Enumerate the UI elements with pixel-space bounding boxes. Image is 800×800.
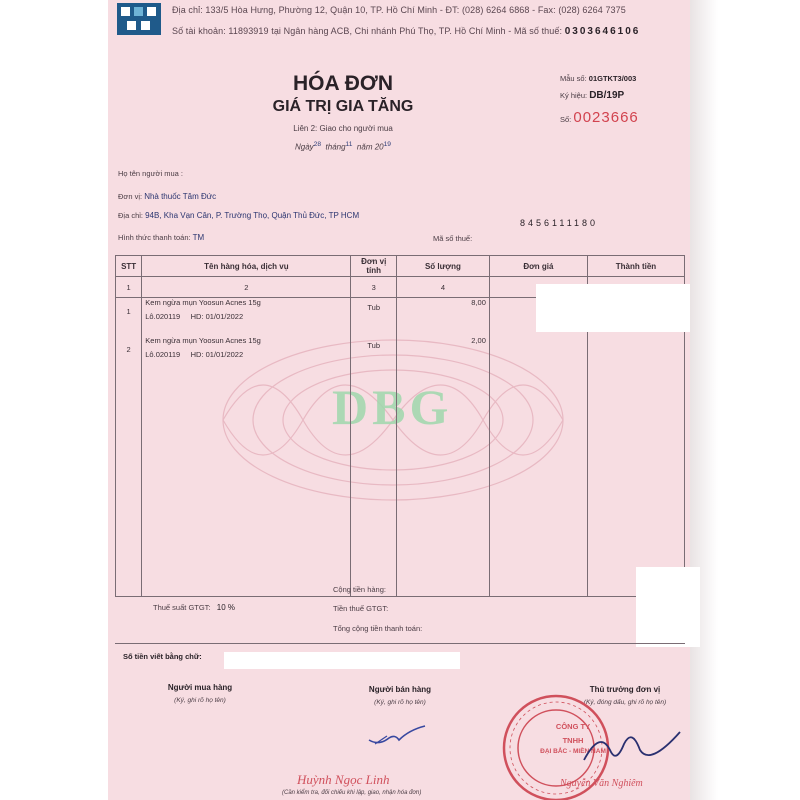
seller-account: Số tài khoản: 11893919 tại Ngân hàng ACB, Chi nhánh Phú Thọ, TP. Hồ Chí Minh - Mã số thuế: 0303646106 [172, 26, 641, 37]
col-name: Tên hàng hóa, dịch vụ [142, 256, 351, 277]
invoice-date: Ngày$^{28}$ tháng$^{11}$ năm $20^{19}$ [294, 141, 392, 152]
invoice-number: Số: 0023666 [560, 109, 639, 126]
vat-rate: Thuế suất GTGT: 10 % [153, 603, 236, 612]
column-number-row: 1 2 3 4 [116, 277, 685, 298]
vat-rate-value: 10 % [216, 603, 236, 612]
vat-amount-label: Tiền thuế GTGT: [333, 604, 389, 613]
col-price: Đơn giá [489, 256, 587, 277]
copy-note: Liên 2: Giao cho người mua [293, 124, 393, 133]
buyer-address: Địa chỉ: 94B, Kha Vạn Cân, P. Trường Thọ, Quận Thủ Đức, TP HCM [118, 211, 360, 220]
buyer-unit: Đơn vị: Nhà thuốc Tâm Đức [118, 192, 217, 201]
stamp-line3: ĐẠI BẮC - MIỀN NAM [540, 748, 606, 755]
date-year: 19 [383, 141, 392, 148]
grand-total-label: Tổng cộng tiền thanh toán: [333, 624, 423, 633]
col-unit: Đơn vị tính [351, 256, 396, 277]
buyer-tax-code: 8456111180 [520, 218, 599, 228]
seller-handwritten-name: Huỳnh Ngọc Linh [297, 772, 390, 787]
form-number: Mẫu số: 01GTKT3/003 [560, 74, 637, 83]
buyer-address-value: 94B, Kha Vạn Cân, P. Trường Thọ, Quận Thủ Đức, TP HCM [145, 211, 360, 220]
date-day: 28 [313, 141, 322, 148]
company-logo-icon [117, 3, 161, 35]
seller-sign-title: Người bán hàng [368, 685, 432, 694]
payment-method: Hình thức thanh toán: TM [118, 233, 205, 242]
col-amount: Thành tiền [587, 256, 684, 277]
invoice-title: HÓA ĐƠN [293, 72, 393, 95]
table-row: 1 Kem ngừa mụn Yoosun Acnes 15g Lô.020119 HD: 01/01/2022 Tub 8,00 [116, 298, 685, 337]
seller-address: Địa chỉ: 133/5 Hòa Hưng, Phường 12, Quận 10, TP. Hồ Chí Minh - ĐT: (028) 6264 6868 - Fax: (028) 6264 7375 [172, 5, 626, 15]
buyer-tax-label: Mã số thuế: [433, 234, 473, 243]
seller-signature-icon [365, 718, 435, 748]
watermark-text: DBG [332, 379, 453, 435]
payment-method-value: TM [192, 233, 205, 242]
buyer-name-label: Họ tên người mua : [118, 169, 183, 178]
footer-note: (Cần kiểm tra, đối chiếu khi lập, giao, nhận hóa đơn) [282, 790, 422, 796]
seller-tax-code: 0303646106 [564, 26, 641, 37]
buyer-sign-note: (Ký, ghi rõ họ tên) [174, 697, 226, 704]
invoice-subtitle: GIÁ TRỊ GIA TĂNG [272, 98, 414, 115]
stamp-line2: TNHH [562, 736, 584, 745]
table-row: 2 Kem ngừa mụn Yoosun Acnes 15g Lô.020119 HD: 01/01/2022 Tub 2,00 [116, 336, 685, 374]
redacted-totals [636, 567, 700, 647]
buyer-unit-value: Nhà thuốc Tâm Đức [144, 192, 217, 201]
seller-sign-note: (Ký, ghi rõ họ tên) [374, 699, 426, 706]
buyer-sign-title: Người mua hàng [167, 683, 233, 692]
stamp-line1: CÔNG TY [555, 722, 591, 731]
page-edge [690, 0, 718, 800]
head-sign-note: (Ký, đóng dấu, ghi rõ họ tên) [583, 699, 667, 706]
table-header-row [116, 256, 685, 277]
amount-in-words-label: Số tiền viết bằng chữ: [123, 652, 202, 661]
table-empty-rows [116, 374, 685, 597]
head-handwritten-name: Nguyễn Văn Nghiêm [560, 778, 643, 789]
date-month: 11 [345, 141, 353, 148]
invoice-symbol: Ký hiệu: DB/19P [560, 90, 625, 101]
col-qty: Số lượng [396, 256, 489, 277]
divider [115, 643, 685, 644]
head-sign-title: Thủ trưởng đơn vị [589, 685, 661, 694]
redacted-amount-in-words [224, 652, 460, 669]
col-stt: STT [116, 256, 142, 277]
head-signature-icon [580, 720, 690, 770]
subtotal-label: Cộng tiền hàng: [333, 585, 386, 594]
redacted-amount [536, 284, 690, 332]
